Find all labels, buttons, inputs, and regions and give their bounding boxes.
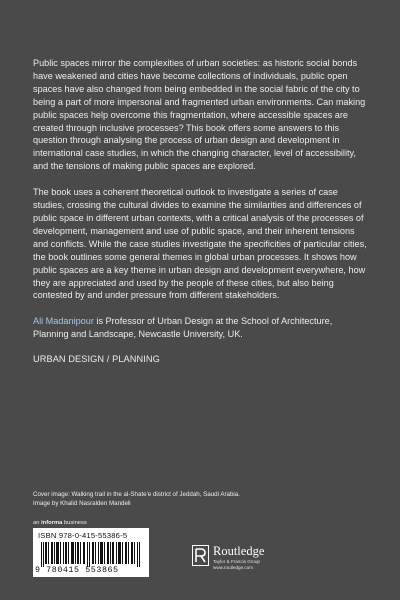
author-bio-text: is Professor of Urban Design at the School of Architecture, Planning and Landscape, Newcastle University, UK. <box>33 316 333 340</box>
cover-image-caption <box>33 491 367 508</box>
publisher-name: Routledge <box>213 544 265 558</box>
blurb-paragraph-2: The book uses a coherent theoretical outlook to investigate a series of case studies, crossing the cultural divides to examine the similarities and differences of public space in different urban contexts, with a critical analysis of the processes of development, management and use of public space, and their inherent tensions and conflicts. While the case studies investigate the specificities of particular cities, the book outlines some general themes in global urban processes. It shows how public spaces are a key theme in urban design and development everywhere, how they are appreciated and used by the people of these cities, but also being contested by and under pressure from different stakeholders. <box>33 187 367 301</box>
author-name: Ali Madanipour <box>33 316 94 327</box>
barcode-digits: 9 780415 553865 <box>35 566 119 575</box>
barcode-icon <box>41 542 141 567</box>
isbn-label: ISBN 978-0-415-55386-5 <box>38 531 128 540</box>
caption-line-1: Cover image: Walking trail in the al-Shate'e district of Jeddah, Saudi Arabia. <box>33 491 240 498</box>
blurb-paragraph-1: Public spaces mirror the complexities of urban societies: as historic social bonds have weakened and cities have become collections of individuals, public open spaces have also changed from being embedded in the social fabric of the city to being a part of more impersonal and fragmented urban environments. Can making public spaces help overcome this fragmentation, where accessible spaces are created through inclusive processes? This book offers some answers to this question through analysing the process of urban design and development in international case studies, in which the changing character, level of accessibility, and the tensions of making public spaces are explored. <box>33 58 366 172</box>
informa-brand: informa <box>41 520 63 526</box>
back-cover-text <box>33 57 367 364</box>
subject-category: URBAN DESIGN / PLANNING <box>33 354 160 365</box>
informa-prefix: an <box>33 520 42 526</box>
caption-line-2: Image by Khalid Nasralden Mandeli <box>33 499 131 507</box>
publisher-url: www.routledge.com <box>213 565 254 570</box>
routledge-emblem-icon <box>192 545 209 566</box>
isbn-barcode-block <box>33 528 149 577</box>
informa-business-label <box>33 520 87 526</box>
author-bio <box>33 315 367 341</box>
publisher-tagline: Taylor & Francis Group <box>213 559 260 564</box>
informa-suffix: business <box>62 520 87 526</box>
